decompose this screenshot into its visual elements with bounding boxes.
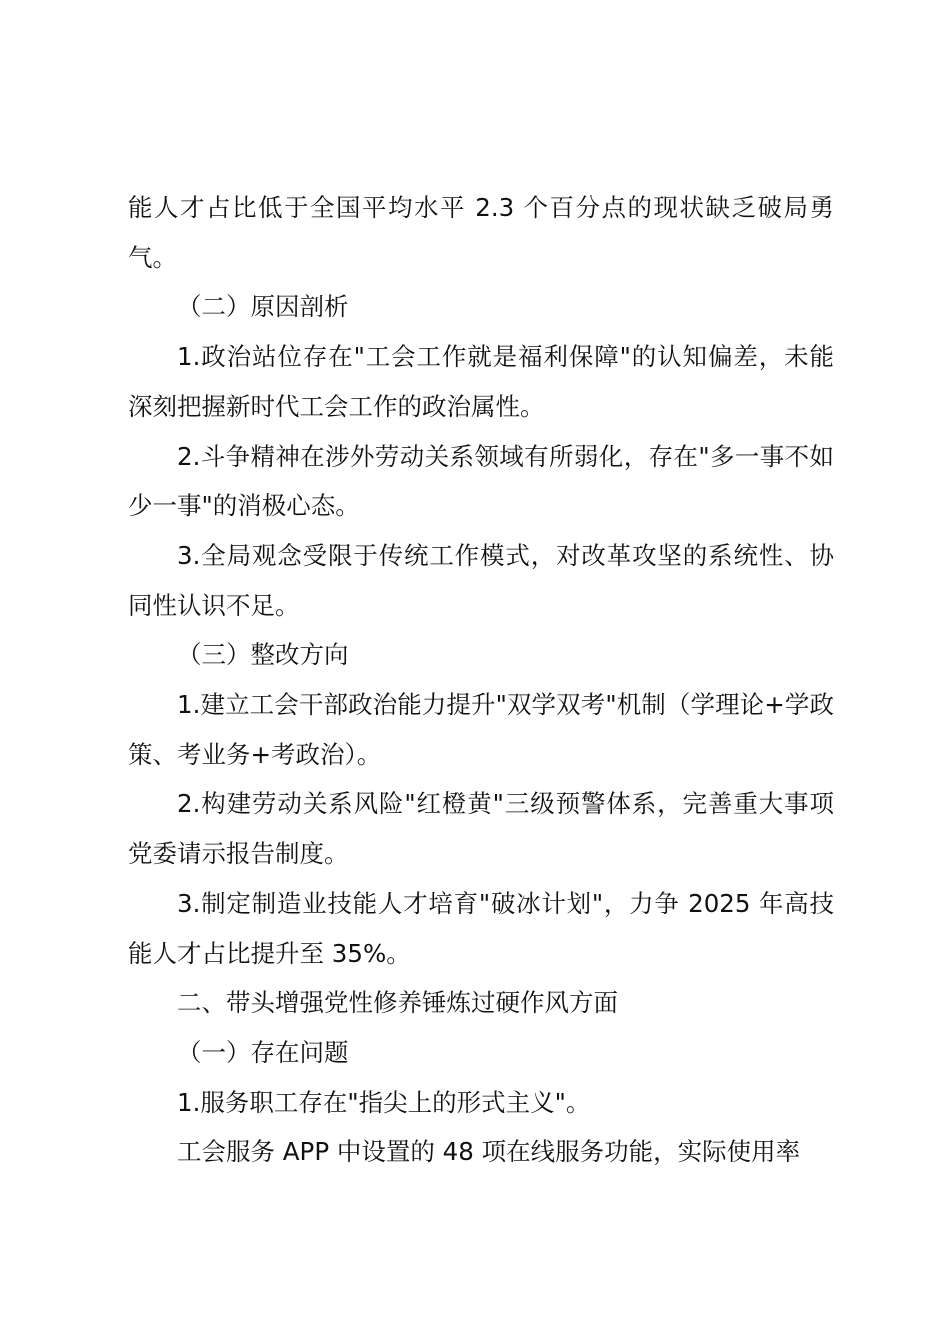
paragraph-rectification-1: 1.建立工会干部政治能力提升"双学双考"机制（学理论+学政策、考业务+考政治）。 xyxy=(128,690,834,769)
paragraph-problem-detail: 工会服务 APP 中设置的 48 项在线服务功能，实际使用率 xyxy=(177,1137,801,1167)
paragraph-cause-3: 3.全局观念受限于传统工作模式，对改革攻坚的系统性、协同性认识不足。 xyxy=(128,540,834,620)
section-heading-rectification: （三）整改方向 xyxy=(177,640,349,670)
paragraph-rectification-3: 3.制定制造业技能人才培育"破冰计划"，力争 2025 年高技能人才占比提升至 35%。 xyxy=(128,888,834,968)
paragraph-continuation: 能人才占比低于全国平均水平 2.3 个百分点的现状缺乏破局勇气。 xyxy=(128,193,834,272)
section-heading-problems: （一）存在问题 xyxy=(177,1037,349,1067)
paragraph-rectification-2: 2.构建劳动关系风险"红橙黄"三级预警体系，完善重大事项党委请示报告制度。 xyxy=(128,789,834,869)
paragraph-cause-2: 2.斗争精神在涉外劳动关系领域有所弱化，存在"多一事不如少一事"的消极心态。 xyxy=(128,441,834,521)
paragraph-problem-1: 1.服务职工存在"指尖上的形式主义"。 xyxy=(177,1087,591,1117)
section-heading-cause-analysis: （二）原因剖析 xyxy=(177,292,349,322)
document-body xyxy=(128,183,834,1177)
paragraph-cause-1: 1.政治站位存在"工会工作就是福利保障"的认知偏差，未能深刻把握新时代工会工作的政治属性。 xyxy=(128,342,834,421)
chapter-heading-two: 二、带头增强党性修养锤炼过硬作风方面 xyxy=(177,988,618,1018)
